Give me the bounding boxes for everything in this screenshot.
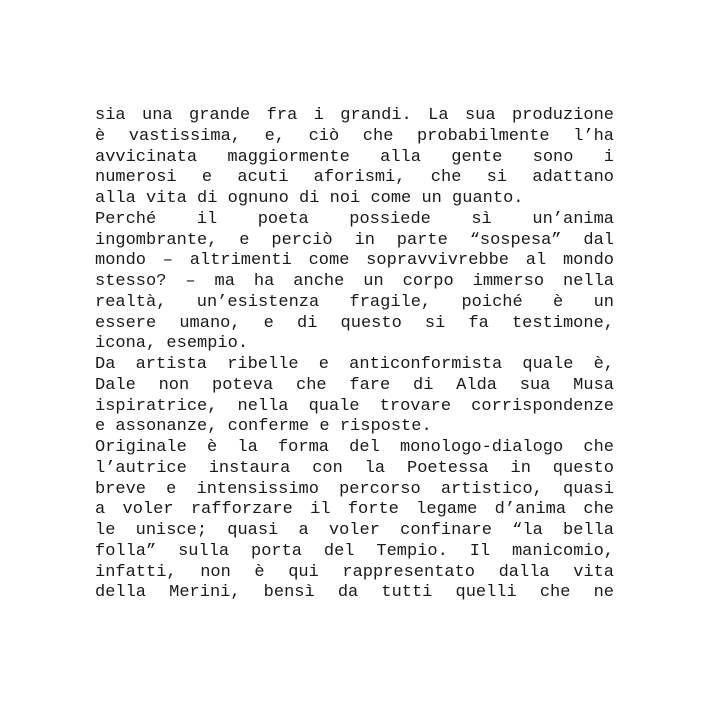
paragraph-4 <box>95 438 614 604</box>
text-line: ingombrante, e perciò in parte “sospesa” dal <box>95 230 614 250</box>
text-line: stesso? – ma ha anche un corpo immerso nella <box>95 272 614 291</box>
text-line: icona, esempio. <box>95 334 249 354</box>
text-line: numerosi e acuti aforismi, che si adattano <box>95 168 614 188</box>
text-line: Dale non poteva che fare di Alda sua Musa <box>95 375 614 395</box>
text-line: folla” sulla porta del Tempio. Il manicomio, <box>95 541 614 561</box>
paragraph-3 <box>95 355 614 438</box>
text-line: mondo – altrimenti come sopravvivrebbe al mondo <box>95 251 614 271</box>
text-line: l’autrice instaura con la Poetessa in questo <box>95 458 614 478</box>
text-line: realtà, un’esistenza fragile, poiché è un <box>95 292 614 312</box>
text-line: è vastissima, e, ciò che probabilmente l’ha <box>95 126 614 146</box>
text-line: a voler rafforzare il forte legame d’anima che <box>95 500 614 520</box>
text-line: Da artista ribelle e anticonformista quale è, <box>95 355 614 374</box>
text-line: ispiratrice, nella quale trovare corrispondenze <box>95 396 614 416</box>
body-text <box>95 106 614 604</box>
text-line: alla vita di ognuno di noi come un guanto. <box>95 189 524 208</box>
text-line: avvicinata maggiormente alla gente sono i <box>95 147 614 167</box>
text-line: Originale è la forma del monologo-dialogo che <box>95 438 614 457</box>
paragraph-1 <box>95 106 614 210</box>
text-line: breve e intensissimo percorso artistico, quasi <box>95 479 614 499</box>
text-line: infatti, non è qui rappresentato dalla vita <box>95 562 614 582</box>
text-line: essere umano, e di questo si fa testimone, <box>95 313 614 333</box>
paragraph-2 <box>95 210 614 355</box>
text-line: sia una grande fra i grandi. La sua produzione <box>95 106 614 125</box>
text-line: Perché il poeta possiede sì un’anima <box>95 209 614 229</box>
text-line: e assonanze, conferme e risposte. <box>95 417 432 437</box>
text-line: le unisce; quasi a voler confinare “la bella <box>95 521 614 540</box>
text-line: della Merini, bensì da tutti quelli che ne <box>95 583 614 603</box>
